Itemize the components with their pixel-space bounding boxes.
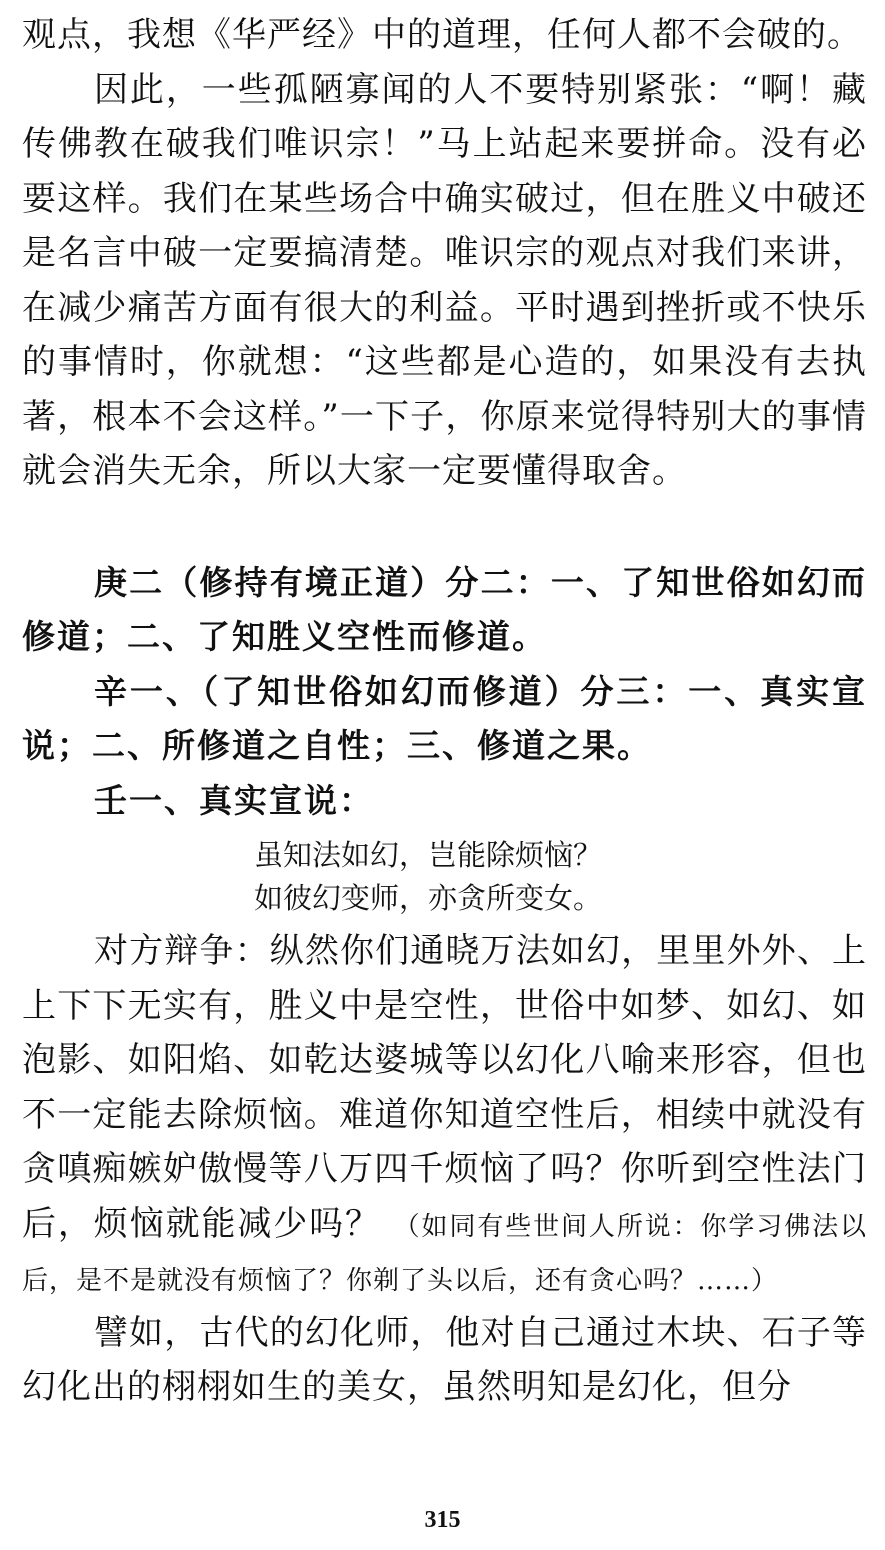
verse-line: 虽知法如幻，岂能除烦恼？ [254,838,603,872]
page-number: 315 [424,1507,461,1533]
paragraph-2: 因此，一些孤陋寡闻的人不要特别紧张：“啊！藏传佛教在破我们唯识宗！”马上站起来要拼命。没有必要这样。我们在某些场合中确实破过，但在胜义中破还是名言中破一定要搞清楚。唯识宗的观点对我们来讲，在减少痛苦方面有很大的利益。平时遇到挫折或不快乐的事情时，你就想：“这些都是心造的，如果没有去执著，根本不会这样。”一下子，你原来觉得特别大的事情就会消失无余，所以大家一定要懂得取舍。 [22,69,867,491]
page-body [22,8,867,1415]
section-heading-ren: 壬一、真实宣说： [94,780,374,820]
verse-line: 如彼幻变师，亦贪所变女。 [254,881,603,915]
section-spacer [22,499,867,556]
verse-block [22,834,867,920]
paragraph-3-note: （如同有些世间人所说：你学习佛法以后，是不是就没有烦恼了？你剃了头以后，还有贪心吗？……） [22,1211,867,1296]
paragraph-3-main: 对方辩争：纵然你们通晓万法如幻，里里外外、上上下下无实有，胜义中是空性，世俗中如梦、如幻、如泡影、如阳焰、如乾达婆城等以幻化八喻来形容，但也不一定能去除烦恼。难道你知道空性后，相续中就没有贪嗔痴嫉妒傲慢等八万四千烦恼了吗？你听到空性法门后，烦恼就能减少吗？ [22,931,867,1244]
paragraph-1: 观点，我想《华严经》中的道理，任何人都不会破的。 [22,15,862,55]
section-heading-xin: 辛一、（了知世俗如幻而修道）分三：一、真实宣说；二、所修道之自性；三、修道之果。 [22,671,867,765]
paragraph-3 [22,924,867,1306]
paragraph-4: 譬如，古代的幻化师，他对自己通过木块、石子等幻化出的栩栩如生的美女，虽然明知是幻化，但分 [22,1312,867,1407]
section-heading-geng: 庚二（修持有境正道）分二：一、了知世俗如幻而修道；二、了知胜义空性而修道。 [22,562,867,656]
